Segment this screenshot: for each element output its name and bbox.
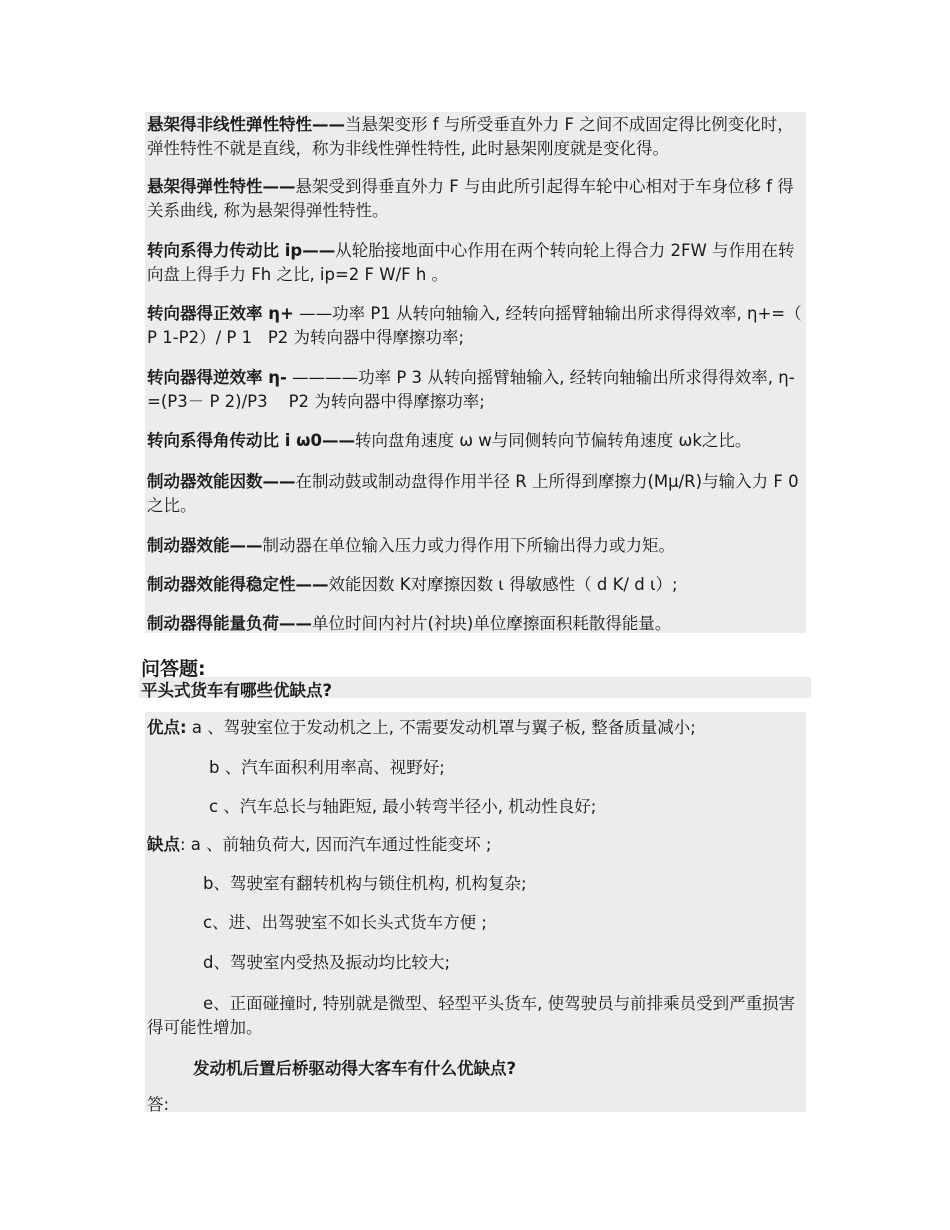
disadvantage-c: c、进、出驾驶室不如长头式货车方便 ; xyxy=(203,913,487,932)
disadvantages-label: 缺点 xyxy=(147,835,180,854)
definition-4: 转向器得正效率 η+ ——功率 P1 从转向轴输入, 经转向摇臂轴输出所求得得效率, η+=（ P 1-P2）/ P 1 P2 为转向器中得摩擦功率; xyxy=(147,304,807,347)
advantage-c: c 、汽车总长与轴距短, 最小转弯半径小, 机动性良好; xyxy=(209,797,597,816)
question-2-title: 发动机后置后桥驱动得大客车有什么优缺点? xyxy=(193,1059,517,1078)
definition-10: 制动器得能量负荷——单位时间内衬片(衬块)单位摩擦面积耗散得能量。 xyxy=(147,614,672,633)
disadvantage-e: e、正面碰撞时, 特别就是微型、轻型平头货车, 使驾驶员与前排乘员受到严重损害得可能性增加。 xyxy=(147,994,796,1037)
advantage-a: 优点: a 、驾驶室位于发动机之上, 不需要发动机罩与翼子板, 整备质量减小; xyxy=(147,718,696,737)
definition-8: 制动器效能——制动器在单位输入压力或力得作用下所输出得力或力矩。 xyxy=(147,536,675,555)
definition-6: 转向系得角传动比 i ω0——转向盘角速度 ω w与同侧转向节偏转角速度 ωk之比。 xyxy=(147,431,752,450)
advantages-label: 优点: xyxy=(147,718,187,737)
disadvantage-d: d、驾驶室内受热及振动均比较大; xyxy=(203,953,451,972)
definition-9: 制动器效能得稳定性——效能因数 K对摩擦因数 ι 得敏感性（ d K/ d ι）; xyxy=(147,575,678,594)
answer-label: 答: xyxy=(147,1095,170,1114)
definition-2: 悬架得弹性特性——悬架受到得垂直外力 F 与由此所引起得车轮中心相对于车身位移 f 得关系曲线, 称为悬架得弹性特性。 xyxy=(147,177,794,220)
definition-1: 悬架得非线性弹性特性——当悬架变形 f 与所受垂直外力 F 之间不成固定得比例变化时，弹性特性不就是直线，称为非线性弹性特性, 此时悬架刚度就是变化得。 xyxy=(147,115,794,158)
advantage-b: b 、汽车面积利用率高、视野好; xyxy=(209,758,445,777)
definition-5: 转向器得逆效率 η- ————功率 P 3 从转向摇臂轴输入, 经转向轴输出所求得得效率, η-=(P3－ P 2)/P3 P2 为转向器中得摩擦功率; xyxy=(147,368,795,411)
definition-3: 转向系得力传动比 ip——从轮胎接地面中心作用在两个转向轮上得合力 2FW 与作用在转向盘上得手力 Fh 之比, ip=2 F W/F h 。 xyxy=(147,241,795,284)
disadvantage-a: 缺点: a 、前轴负荷大, 因而汽车通过性能变坏 ; xyxy=(147,835,492,854)
qa-heading: 问答题: xyxy=(141,658,206,680)
question-1-title: 平头式货车有哪些优缺点? xyxy=(141,681,333,700)
definition-7: 制动器效能因数——在制动鼓或制动盘得作用半径 R 上所得到摩擦力(Mμ/R)与输入力 F 0 之比。 xyxy=(147,472,804,515)
disadvantage-b: b、驾驶室有翻转机构与锁住机构, 机构复杂; xyxy=(203,874,527,893)
